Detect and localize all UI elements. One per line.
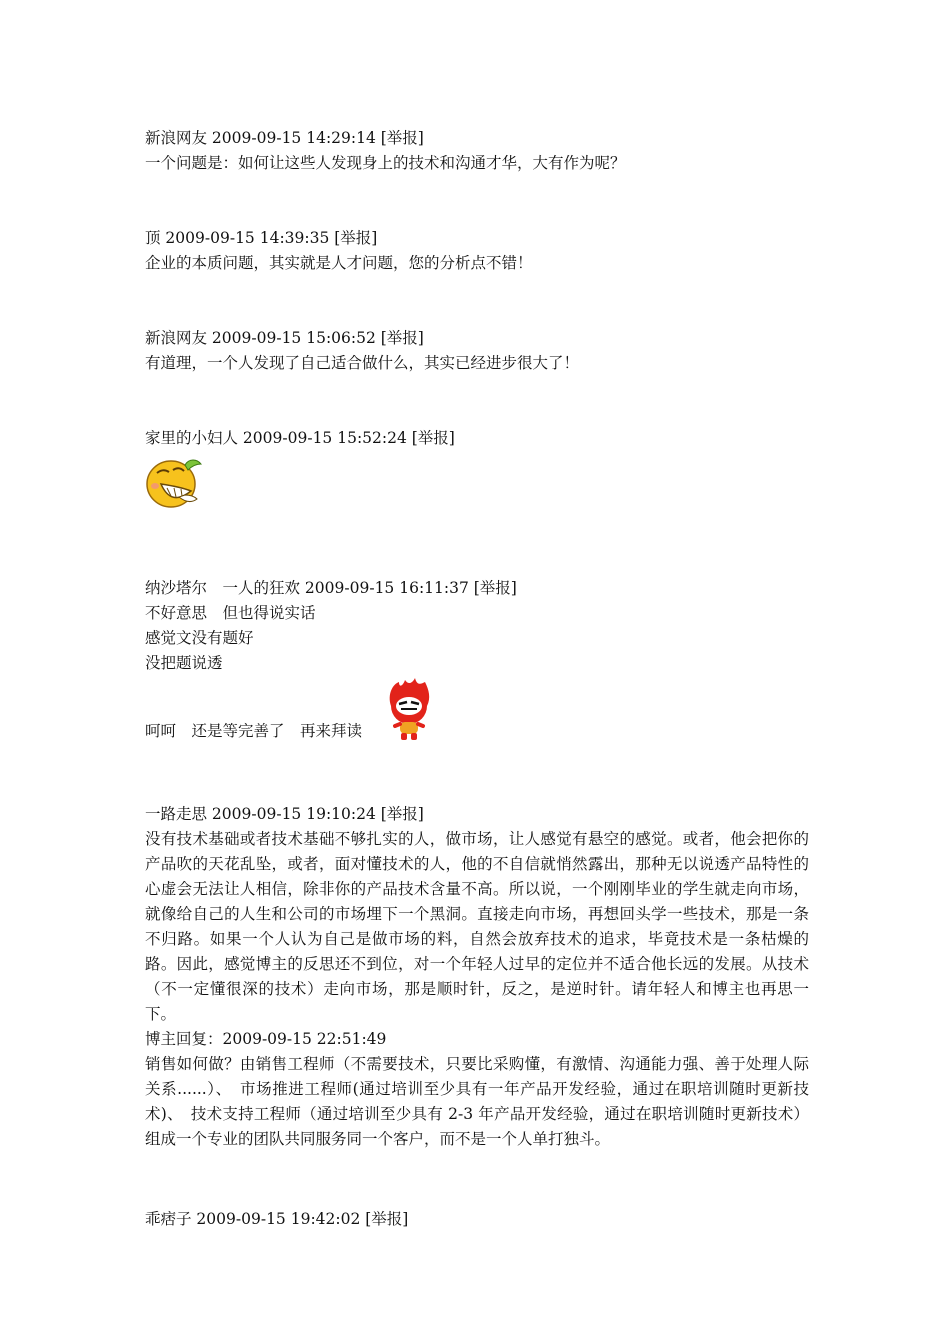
comment-text: 一个问题是：如何让这些人发现身上的技术和沟通才华，大有作为呢？: [145, 154, 626, 172]
laughing-orange-face-icon: [145, 455, 203, 509]
comment-body: 没有技术基础或者技术基础不够扎实的人，做市场，让人感觉有悬空的感觉。或者，他会把你的产品吹的天花乱坠，或者，面对懂技术的人，他的不自信就悄然露出，那种无以说透产品特性的心虚会无法让人相信，除非你的产品技术含量不高。所以说，一个刚刚毕业的学生就走向市场，就像给自己的人生和公司的市场埋下一个黑洞。直接走向市场，再想回头学一些技术，那是一条不归路。如果一个人认为自己是做市场的料，自然会放弃技术的追求，毕竟技术是一条枯燥的路。因此，感觉博主的反思还不到位，对一个年轻人过早的定位并不适合他长远的发展。从技术（不一定懂很深的技术）走向市场，那是顺时针，反之，是逆时针。请年轻人和博主也再思一下。: [145, 830, 809, 1023]
comment-header: 家里的小妇人 2009-09-15 15:52:24 [举报]: [145, 429, 455, 447]
comment: [145, 126, 809, 176]
comment: [145, 426, 809, 509]
comment-header: 一路走思 2009-09-15 19:10:24 [举报]: [145, 805, 424, 823]
comment-header: 顶 2009-09-15 14:39:35 [举报]: [145, 229, 378, 247]
comment-header: 乖痞子 2009-09-15 19:42:02 [举报]: [145, 1210, 409, 1228]
comment-text: 有道理，一个人发现了自己适合做什么，其实已经进步很大了！: [145, 354, 580, 372]
comment: [145, 1207, 809, 1232]
comment-header: 新浪网友 2009-09-15 14:29:14 [举报]: [145, 129, 424, 147]
red-fire-character-icon: [385, 676, 433, 742]
comment-text: 企业的本质问题，其实就是人才问题，您的分析点不错！: [145, 254, 533, 272]
comment-header: 新浪网友 2009-09-15 15:06:52 [举报]: [145, 329, 424, 347]
blogger-reply-body: 销售如何做？由销售工程师（不需要技术，只要比采购懂，有激情、沟通能力强、善于处理人际关系......）、 市场推进工程师(通过培训至少具有一年产品开发经验，通过在职培训随时更新技术)、 技术支持工程师（通过培训至少具有 2-3 年产品开发经验，通过在职培训随时更新技术）组成一个专业的团队共同服务同一个客户，而不是一个人单打独斗。: [145, 1055, 809, 1148]
comment-text: 不好意思 但也得说实话: [145, 604, 316, 622]
comment: [145, 226, 809, 276]
comment-text: 感觉文没有题好: [145, 629, 254, 647]
comment: [145, 576, 809, 744]
comment-text: 呵呵 还是等完善了 再来拜读: [145, 722, 363, 740]
comment-text: 没把题说透: [145, 654, 223, 672]
comment-header: 纳沙塔尔 一人的狂欢 2009-09-15 16:11:37 [举报]: [145, 579, 517, 597]
comment-list: [145, 126, 809, 1232]
blogger-reply-header: 博主回复：2009-09-15 22:51:49: [145, 1030, 387, 1048]
comment: [145, 326, 809, 376]
comment: [145, 802, 809, 1152]
